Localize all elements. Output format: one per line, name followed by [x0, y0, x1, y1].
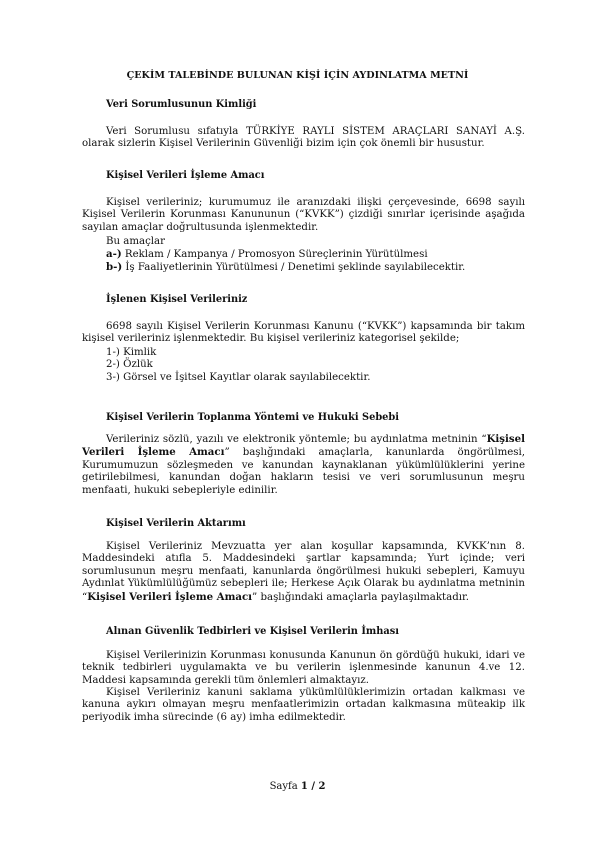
heading-processing-purpose: Kişisel Verileri İşleme Amacı	[106, 170, 265, 181]
purposes-list	[106, 248, 465, 275]
para-processing-purpose: Kişisel verileriniz; kurumumuz ile aranızdaki ilişki çerçevesinde, 6698 sayılı Kişisel Verilerin Korunması Kanununun (“KVKK”) çizdiği sınırlar içerisinde aşağıda sayılan amaçlar doğrultusunda işlenmektedir.	[82, 197, 525, 233]
list-item: 3-) Görsel ve İşitsel Kayıtlar olarak sayılabilecektir.	[106, 371, 371, 383]
list-item: a-) Reklam / Kampanya / Promosyon Süreçlerinin Yürütülmesi	[106, 248, 428, 260]
heading-collection-method: Kişisel Verilerin Toplanma Yöntemi ve Hukuki Sebebi	[106, 412, 399, 423]
list-item: b-) İş Faaliyetlerinin Yürütülmesi / Denetimi şeklinde sayılabilecektir.	[106, 261, 466, 274]
para-data-controller: Veri Sorumlusu sıfatıyla TÜRKİYE RAYLI SİSTEM ARAÇLARI SANAYİ A.Ş. olarak sizlerin Kişisel Verilerinin Güvenliği bizim için çok önemli bir husustur.	[82, 126, 525, 150]
para-collection-method: Verileriniz sözlü, yazılı ve elektronik yöntemle; bu aydınlatma metninin “Kişisel Verileri İşleme Amacı” başlığındaki amaçlarla, kanunlarda öngörülmesi, Kurumumuzun sözleşmeden ve kanundan kaynaklanan yükümlülüklerini yerine getirilebilmesi, kanundan doğan hakların tesisi ve veri sorumlusunun meşru menfaati, hukuki sebepleriyle edinilir.	[82, 433, 525, 496]
heading-processed-data: İşlenen Kişisel Verileriniz	[106, 294, 248, 305]
list-item: 2-) Özlük	[106, 359, 153, 371]
heading-data-controller: Veri Sorumlusunun Kimliği	[106, 99, 257, 110]
heading-data-transfer: Kişisel Verilerin Aktarımı	[106, 518, 246, 529]
list-item: 1-) Kimlik	[106, 347, 157, 358]
para-data-destruction: Kişisel Verileriniz kanuni saklama yükümlülüklerimizin ortadan kalkması ve kanuna aykırı olmayan meşru menfaatlerimizin ortadan kalkmasına müteakip ilk periyodik imha sürecinde (6 ay) imha edilmektedir.	[82, 687, 525, 723]
purposes-intro: Bu amaçlar	[106, 236, 166, 247]
data-categories-list	[106, 347, 370, 384]
heading-security-measures: Alınan Güvenlik Tedbirleri ve Kişisel Verilerin İmhası	[106, 626, 399, 637]
para-processed-data: 6698 sayılı Kişisel Verilerin Korunması Kanunu (“KVKK”) kapsamında bir takım kişisel verileriniz işlenmektedir. Bu kişisel verileriniz kategorisel şekilde;	[82, 321, 525, 345]
page-number: Sayfa 1 / 2	[269, 781, 326, 792]
document-title: ÇEKİM TALEBİNDE BULUNAN KİŞİ İÇİN AYDINLATMA METNİ	[126, 70, 469, 81]
para-security-measures: Kişisel Verilerinizin Korunması konusunda Kanunun ön gördüğü hukuki, idari ve teknik tedbirleri uygulamakta ve bu verilerin işlenmesinde kanunun 4.ve 12. Maddesi kapsamında gerekli tüm önlemleri almaktayız.	[82, 650, 525, 686]
para-data-transfer: Kişisel Verileriniz Mevzuatta yer alan koşullar kapsamında, KVKK’nın 8. Maddesindeki atıfla 5. Maddesindeki şartlar kapsamında; Yurt içinde; veri sorumlusunun meşru menfaati, kanunlarda öngörülmesi hukuki sebepleri, Kamuyu Aydınlat Yükümlülüğümüz sebepleri ile; Herkese Açık Olarak bu aydınlatma metninin “Kişisel Verileri İşleme Amacı” başlığındaki amaçlarla paylaşılmaktadır.	[82, 541, 525, 603]
